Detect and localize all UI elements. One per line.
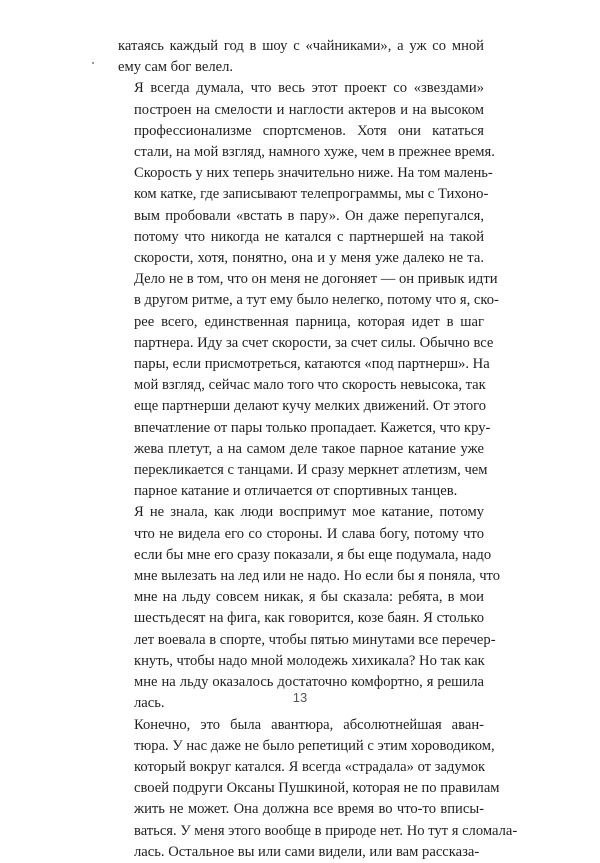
paragraph — [118, 78, 499, 502]
text-line: пары, если присмотреться, катаются «под партнерш». На — [134, 356, 490, 373]
text-line: если бы мне его сразу показали, я бы еще подумала, надо — [134, 546, 492, 563]
text-line: шестьдесят на фига, как говорится, козе баян. Я столько — [134, 610, 484, 627]
text-line: тюра. У нас даже не было репетиций с этим хороводиком, — [134, 737, 495, 754]
text-line: мой взгляд, сейчас мало того что скорость невысока, так — [134, 377, 486, 394]
text-line: Конечно, это была авантюра, абсолютнейшая аван- — [134, 716, 484, 733]
text-line: стали, на мой взгляд, намного хуже, чем в прежнее время. — [134, 144, 495, 161]
text-line: кнуть, чтобы надо мной молодежь хихикала? Но так как — [134, 652, 485, 669]
text-line: профессионализме спортсменов. Хотя они кататься — [134, 122, 484, 139]
text-line: ком катке, где записывают телепрограммы, мы с Тихоно- — [134, 186, 489, 203]
text-line: лась. Остальное вы или сами видели, или вам рассказа- — [134, 843, 480, 860]
text-line: перекликается с танцами. И сразу меркнет атлетизм, чем — [134, 462, 488, 479]
text-line: парное катание и отличается от спортивных танцев. — [134, 483, 458, 500]
text-line: лет воевала в спорте, чтобы пятью минутами все перечер- — [134, 631, 496, 648]
text-line: вым пробовали «встать в пару». Он даже перепугался, — [134, 207, 484, 224]
text-line: скорости, хотя, понятно, она и у меня уже далеко не та. — [134, 250, 484, 267]
text-line: партнера. Иду за счет скорости, за счет силы. Обычно все — [134, 334, 494, 351]
text-line: рее всего, единственная парница, которая идет в шаг — [134, 313, 484, 330]
text-line: лась. — [134, 695, 165, 712]
margin-mark — [92, 62, 94, 64]
text-line: впечатление от пары только пропадает. Кажется, что кру- — [134, 419, 491, 436]
paragraph — [118, 36, 484, 78]
text-line: своей подруги Оксаны Пушкиной, которая не по правилам — [134, 780, 500, 797]
text-line: построен на смелости и наглости актеров и на высоком — [134, 101, 484, 118]
text-line: потому что никогда не катался с партнершей на такой — [134, 228, 484, 245]
text-line: еще партнерши делают кучу мелких движений. От этого — [134, 398, 487, 415]
text-line: ваться. У меня этого вообще в природе нет. Но тут я сломала- — [134, 822, 518, 839]
text-line: мне вылезать на лед или не надо. Но если бы я поняла, что — [134, 568, 501, 585]
text-line: что не видела его со стороны. И слава богу, потому что — [134, 525, 484, 542]
text-line: в другом ритме, а тут ему было нелегко, потому что я, ско- — [134, 292, 499, 309]
text-line: жить не может. Она должна все время во что-то вписы- — [134, 801, 484, 818]
text-line: катаясь каждый год в шоу с «чайниками», а уж со мной — [118, 38, 484, 54]
text-line: Я всегда думала, что весь этот проект со «звездами» — [134, 80, 484, 97]
paragraph — [118, 715, 518, 863]
text-line: который вокруг катался. Я всегда «страдала» от задумок — [134, 758, 486, 775]
page-number: 13 — [292, 690, 308, 705]
text-line: Я не знала, как люди воспримут мое катание, потому — [134, 504, 484, 521]
text-line: жева плетут, а на самом деле такое парное катание уже — [134, 440, 484, 457]
text-column — [118, 36, 518, 863]
paragraph — [118, 502, 501, 714]
text-line: Дело не в том, что он меня не догоняет — он привык идти — [134, 271, 498, 288]
text-line: Скорость у них теперь значительно ниже. На том малень- — [134, 165, 493, 182]
text-line: мне на льду совсем никак, я бы сказала: ребята, в мои — [134, 589, 484, 606]
text-line: мне на льду оказалось достаточно комфортно, я решила — [134, 674, 484, 691]
text-line: ему сам бог велел. — [118, 59, 234, 76]
